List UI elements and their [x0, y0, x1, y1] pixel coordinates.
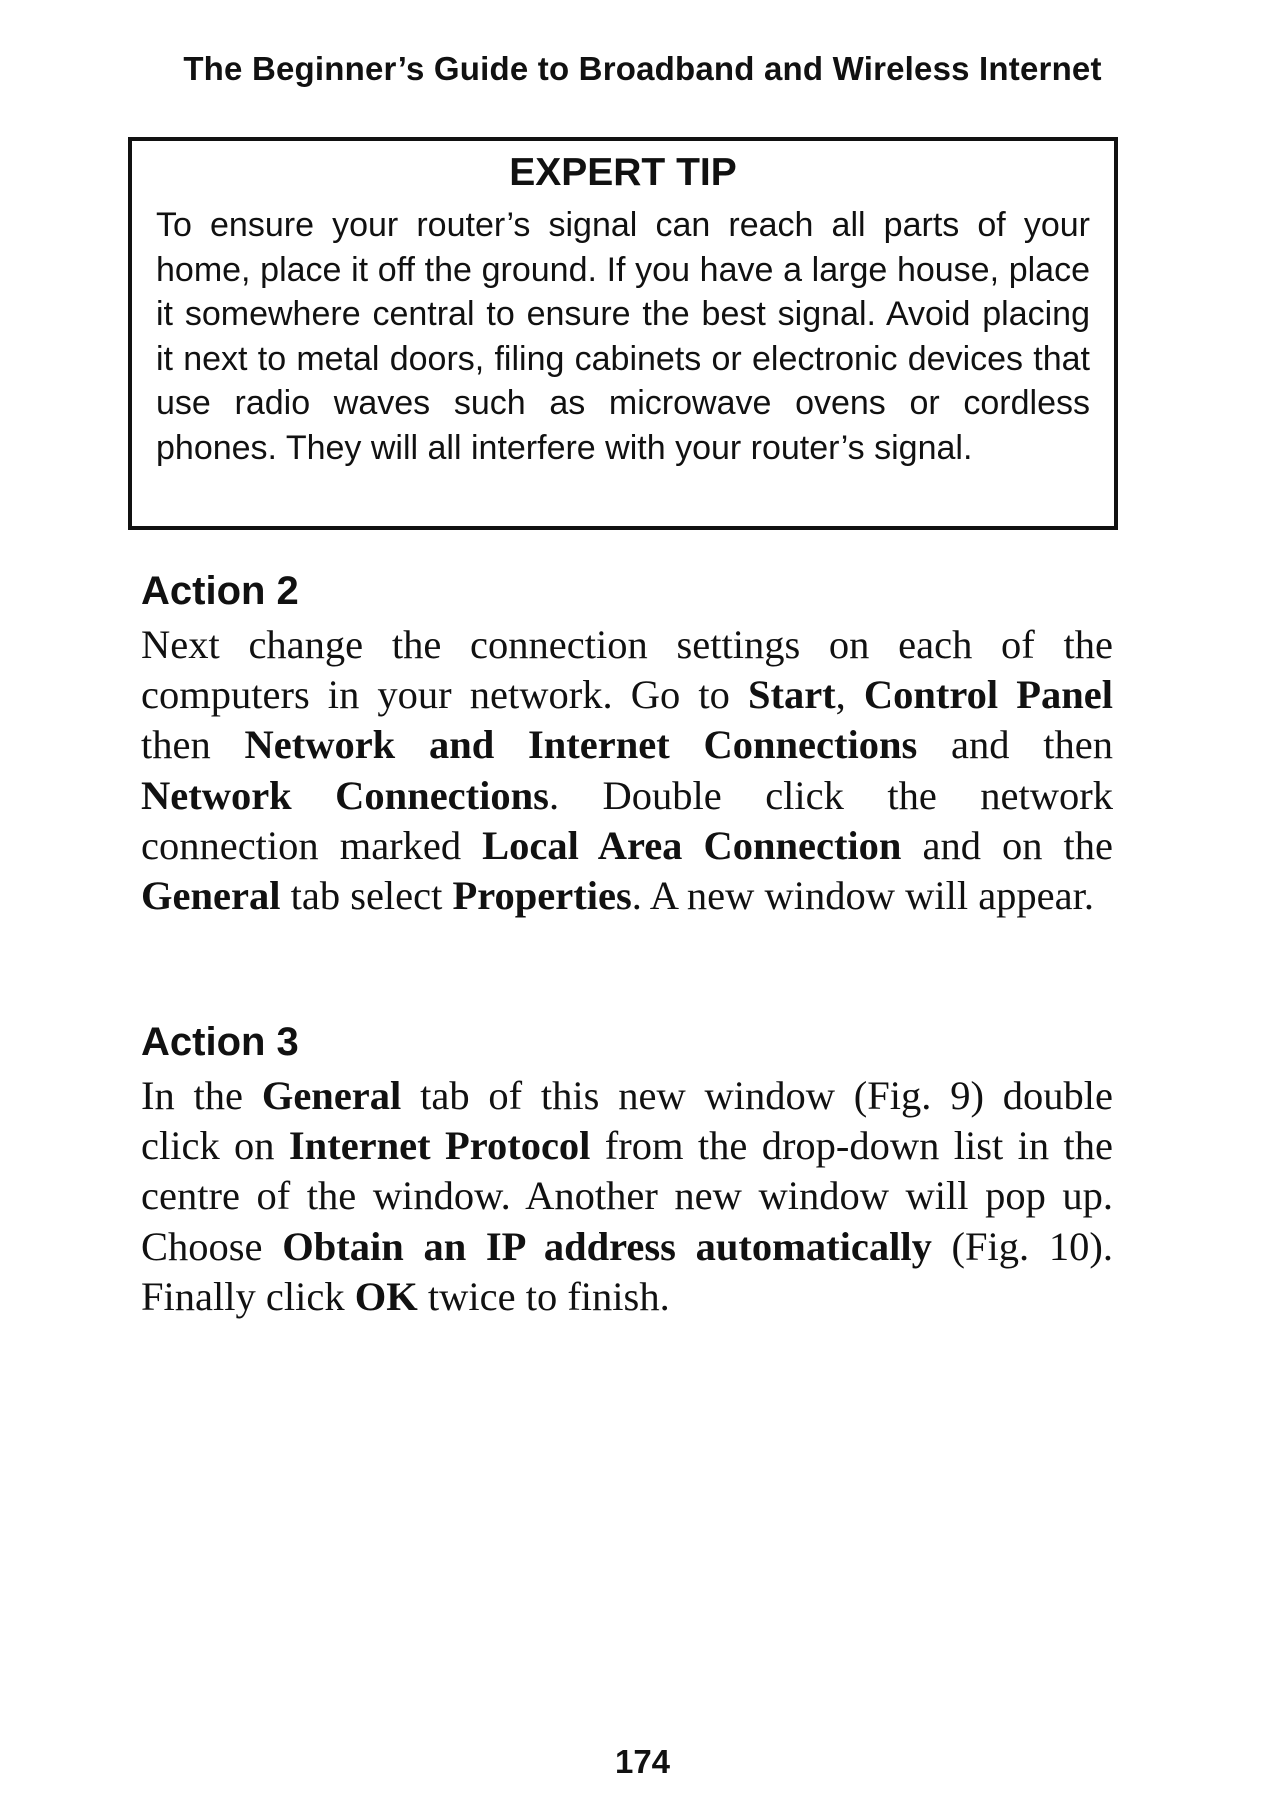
running-title: The Beginner’s Guide to Broadband and Wireless Internet — [183, 50, 1102, 87]
page-number: 174 — [614, 1743, 671, 1780]
action-3-text: tab of this new window (Fig. 9) double click on — [141, 1073, 1114, 1169]
action-2-text: and on the — [901, 822, 1113, 868]
expert-tip-title: EXPERT TIP — [509, 151, 737, 194]
action-2-bold-term: Network Connections — [141, 772, 549, 818]
action-2-heading: Action 2 — [141, 569, 299, 613]
action-3-bold-term: OK — [354, 1273, 418, 1319]
action-2-text: , — [835, 672, 864, 718]
action-2-text: and then — [917, 722, 1113, 768]
action-2-bold-term: Properties — [452, 873, 632, 919]
action-2-section — [141, 566, 1113, 921]
action-3-paragraph — [141, 1071, 1113, 1322]
action-3-bold-term: Internet Protocol — [288, 1123, 591, 1169]
action-3-bold-term: Obtain an IP address automatically — [282, 1223, 932, 1269]
action-2-bold-term: Network and Internet Connections — [244, 722, 918, 768]
action-3-text: In the — [141, 1073, 262, 1118]
expert-tip-body: To ensure your router’s signal can reach all parts of your home, place it off the ground. If you have a large house, place it somewhere central to ensure the best signal. Avoid placing it next to metal doors, filing cabinets or electronic devices that use radio waves such as microwave ovens or cordless phones. They will all interfere with your router’s signal. — [156, 206, 1090, 467]
action-2-bold-term: Local Area Connection — [482, 822, 902, 868]
action-2-text: Next change the connection settings on each of the computers in your network. Go to — [141, 622, 1113, 718]
action-2-paragraph — [141, 620, 1113, 921]
action-3-section — [141, 1017, 1113, 1322]
action-2-text: . A new window will appear. — [631, 873, 1095, 919]
action-3-text: (Fig. 10). Finally click — [141, 1223, 1113, 1319]
expert-tip-box — [128, 137, 1118, 530]
action-3-text: twice to finish. — [417, 1273, 670, 1319]
action-3-text: from the drop-down list in the centre of the window. Another new window will pop up. Choose — [141, 1123, 1113, 1269]
action-2-bold-term: General — [141, 873, 281, 919]
action-2-bold-term: Control Panel — [863, 672, 1114, 718]
action-3-bold-term: General — [261, 1073, 402, 1118]
action-2-bold-term: Start — [747, 672, 836, 718]
action-2-text: tab select — [280, 873, 453, 919]
action-2-text: then — [141, 722, 245, 768]
action-2-text: . Double click the network connection marked — [141, 772, 1113, 868]
action-3-heading: Action 3 — [141, 1020, 299, 1064]
